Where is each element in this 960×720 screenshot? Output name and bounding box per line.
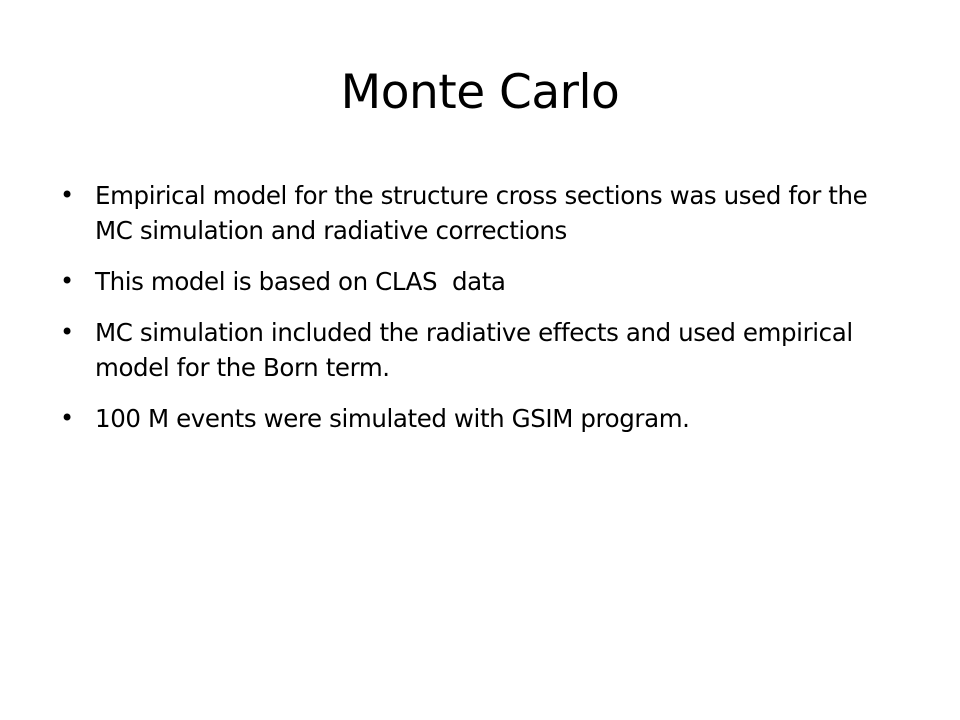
bullet-text: This model is based on CLAS data [95,267,506,296]
bullet-text: 100 M events were simulated with GSIM program. [95,404,690,433]
bullet-text: Empirical model for the structure cross sections was used for the MC simulation and radiative corrections [95,181,868,245]
bullet-dot-icon: • [60,181,74,209]
bullet-item [60,264,890,299]
bullet-dot-icon: • [60,267,74,295]
bullet-item [60,401,890,436]
bullet-item [60,178,890,248]
bullet-list [60,178,890,452]
bullet-dot-icon: • [60,404,74,432]
bullet-text: MC simulation included the radiative effects and used empirical model for the Born term. [95,318,853,382]
bullet-item [60,315,890,385]
slide-title: Monte Carlo [340,65,620,120]
bullet-dot-icon: • [60,318,74,346]
